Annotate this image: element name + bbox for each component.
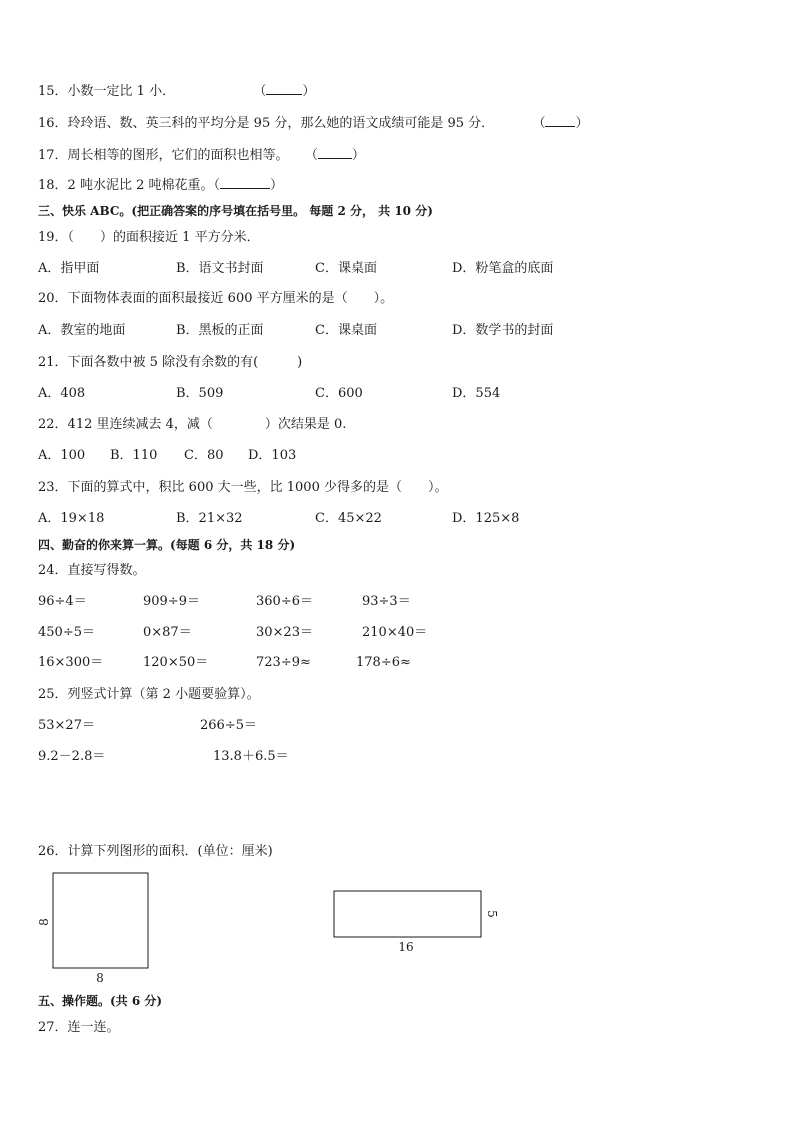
q21-option-a: A．408: [38, 386, 86, 401]
question-24-stem: 24．直接写得数。: [38, 563, 146, 578]
question-25-stem: 25．列竖式计算（第 2 小题要验算）。: [38, 687, 260, 702]
q20-option-d: D．数学书的封面: [452, 323, 554, 338]
q20-option-c: C．课桌面: [315, 323, 377, 338]
paren-open: （: [253, 84, 267, 99]
q23-option-c: C．45×22: [315, 511, 382, 526]
question-17: [38, 146, 365, 165]
section-4-title: 四、勤奋的你来算一算。(每题 6 分，共 18 分): [38, 538, 296, 552]
q21-option-c: C．600: [315, 386, 363, 401]
section-5-title: 五、操作题。(共 6 分): [38, 994, 163, 1008]
square-side-label: 8: [37, 918, 51, 926]
question-text: 2 吨水泥比 2 吨棉花重。: [67, 178, 214, 193]
calc-item: 96÷4＝: [38, 594, 87, 609]
q19-option-c: C．课桌面: [315, 261, 377, 276]
paren-open: （: [532, 116, 546, 131]
q20-option-b: B．黑板的正面: [176, 323, 264, 338]
q19-option-b: B．语文书封面: [176, 261, 264, 276]
paren-open: （: [213, 178, 221, 193]
rect-side-label: 5: [485, 910, 499, 918]
q22-option-b: B．110: [110, 448, 158, 463]
question-18: [38, 176, 283, 195]
question-15: [38, 82, 315, 101]
rect-bottom-label: 16: [398, 940, 414, 954]
question-22-stem: 22．412 里连续减去 4，减（ ）次结果是 0.: [38, 417, 347, 432]
q20-option-a: A．教室的地面: [38, 323, 126, 338]
calc-item: 266÷5＝: [200, 718, 257, 733]
calc-item: 210×40＝: [362, 625, 428, 640]
q23-option-b: B．21×32: [176, 511, 243, 526]
answer-blank[interactable]: [220, 176, 270, 189]
question-number: 17．: [38, 148, 68, 163]
square-bottom-label: 8: [96, 971, 104, 985]
calc-item: 16×300＝: [38, 655, 104, 670]
q23-option-a: A．19×18: [38, 511, 105, 526]
calc-item: 178÷6≈: [356, 655, 411, 670]
question-text: 小数一定比 1 小．: [67, 84, 176, 99]
q21-option-b: B．509: [176, 386, 224, 401]
question-21-stem: 21．下面各数中被 5 除没有余数的有( ): [38, 355, 303, 370]
question-number: 15．: [38, 84, 68, 99]
calc-item: 53×27＝: [38, 718, 95, 733]
calc-item: 723÷9≈: [256, 655, 311, 670]
question-23-stem: 23．下面的算式中，积比 600 大一些，比 1000 少得多的是（ ）。: [38, 480, 448, 495]
answer-blank[interactable]: [266, 82, 302, 95]
calc-item: 9.2－2.8＝: [38, 749, 106, 764]
paren-close: ）: [575, 116, 589, 131]
question-text: 周长相等的图形，它们的面积也相等。: [67, 148, 289, 163]
calc-item: 93÷3＝: [362, 594, 411, 609]
q23-option-d: D．125×8: [452, 511, 520, 526]
question-20-stem: 20．下面物体表面的面积最接近 600 平方厘米的是（ ）。: [38, 291, 394, 306]
answer-blank[interactable]: [318, 146, 352, 159]
calc-item: 120×50＝: [143, 655, 209, 670]
q22-option-a: A．100: [38, 448, 86, 463]
calc-item: 0×87＝: [143, 625, 192, 640]
question-number: 18．: [38, 178, 68, 193]
calc-item: 13.8＋6.5＝: [213, 749, 289, 764]
paren-close: ）: [270, 178, 284, 193]
q22-option-d: D．103: [248, 448, 297, 463]
calc-item: 30×23＝: [256, 625, 313, 640]
paren-close: ）: [351, 148, 365, 163]
calc-item: 360÷6＝: [256, 594, 313, 609]
question-27-stem: 27．连一连。: [38, 1020, 120, 1035]
calc-item: 909÷9＝: [143, 594, 200, 609]
square-figure: [36, 870, 156, 986]
q21-option-d: D．554: [452, 386, 501, 401]
question-text: 玲玲语、数、英三科的平均分是 95 分，那么她的语文成绩可能是 95 分．: [67, 116, 495, 131]
q22-option-c: C．80: [184, 448, 224, 463]
q19-option-d: D．粉笔盒的底面: [452, 261, 554, 276]
question-number: 16．: [38, 116, 68, 131]
rectangle-figure: [330, 888, 500, 958]
answer-blank[interactable]: [545, 114, 575, 127]
paren-open: （: [304, 148, 318, 163]
paren-close: ）: [302, 84, 316, 99]
calc-item: 450÷5＝: [38, 625, 95, 640]
q19-option-a: A．指甲面: [38, 261, 100, 276]
question-19-stem: 19．（ ）的面积接近 1 平方分米．: [38, 230, 260, 245]
section-3-title: 三、快乐 ABC。(把正确答案的序号填在括号里。 每题 2 分， 共 10 分): [38, 204, 433, 218]
question-16: [38, 114, 588, 133]
question-26-stem: 26．计算下列图形的面积．(单位：厘米): [38, 844, 273, 859]
